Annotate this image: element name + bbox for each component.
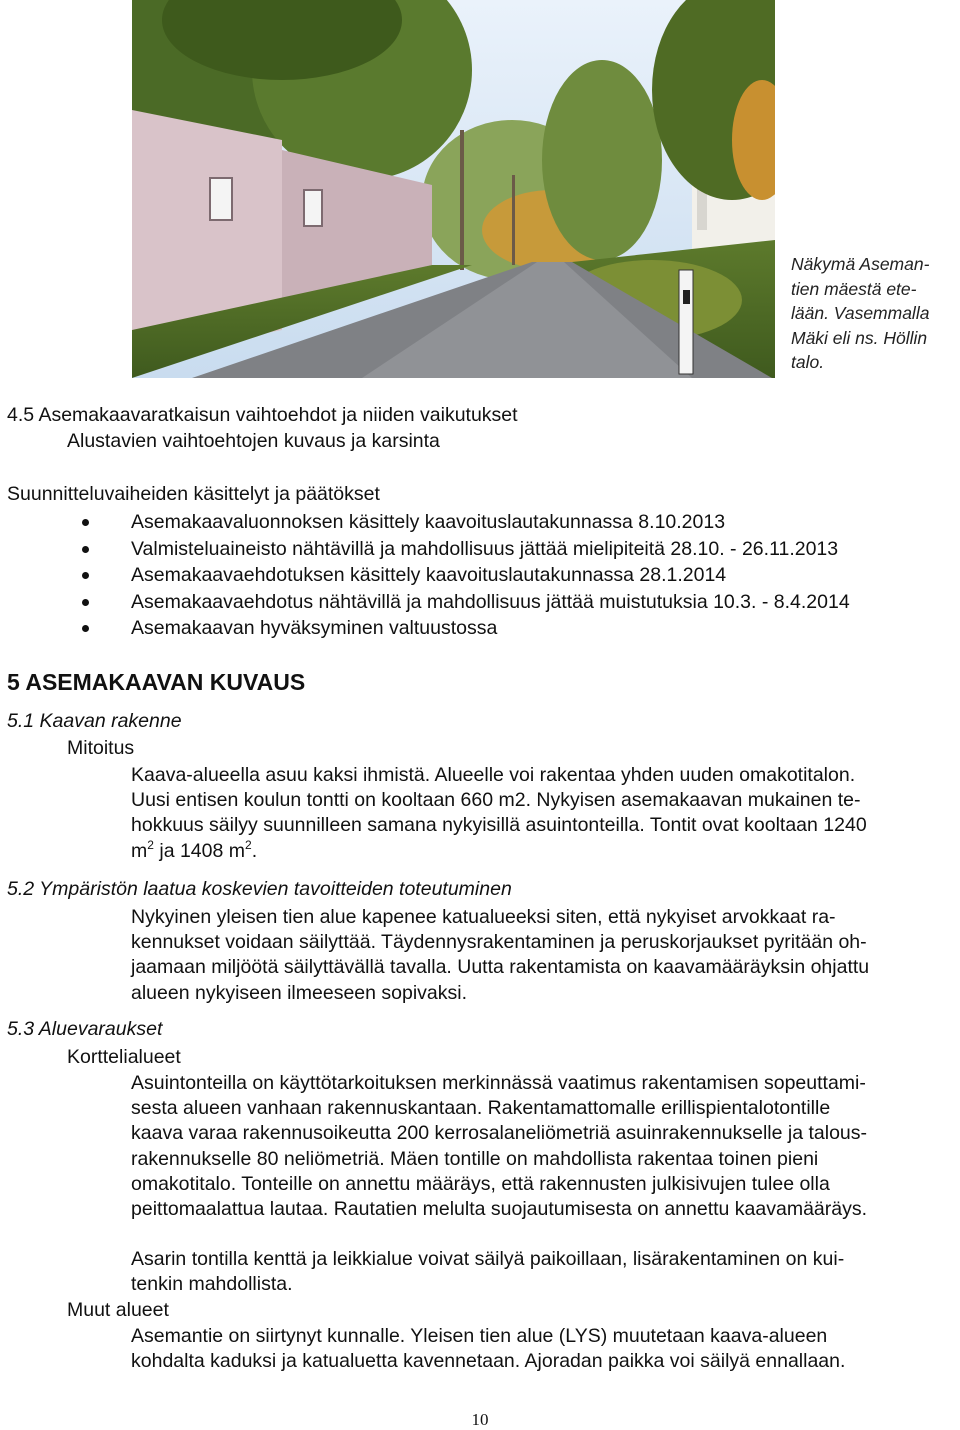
text-line: hokkuus säilyy suunnilleen samana nykyisillä asuintonteilla. Tontit ovat kooltaan 1240 — [131, 814, 867, 837]
section-4-5-subheading: Alustavien vaihtoehtojen kuvaus ja karsinta — [67, 430, 440, 452]
text-line: peittomaalattua lautaa. Rautatien melulta suojautumisesta on annettu kaavamääräys. — [131, 1198, 868, 1221]
section-5-1-heading: 5.1 Kaavan rakenne — [7, 710, 182, 732]
text-line: kohdalta kaduksi ja katualuetta kavennetaan. Ajoradan paikka voi säilyä ennallaan. — [131, 1350, 846, 1373]
text-line: rakennukselle 80 neliömetriä. Mäen tontille on mahdollista rakentaa toinen pieni — [131, 1147, 819, 1170]
bullet-icon — [82, 546, 89, 553]
text-line: kaava varaa rakennusoikeutta 200 kerrosalaneliömetriä asuinrakennukselle ja talous- — [131, 1122, 868, 1145]
text-line: Uusi entisen koulun tontti on kooltaan 660 m2. Nykyisen asemakaavan mukainen te- — [131, 789, 861, 812]
text-line-area: $m^2$ ja 1408 $m^2$. — [131, 837, 258, 862]
section-5-2-body — [131, 905, 869, 1006]
caption-line: Näkymä Aseman- — [791, 254, 930, 274]
text-line: sesta alueen vanhaan rakennuskantaan. Rakentamattomalle erillispientalotontille — [131, 1097, 831, 1120]
bullet-icon — [82, 572, 89, 579]
section-5-3-para-2 — [131, 1247, 844, 1297]
bullet-icon — [82, 519, 89, 526]
list-item: Valmisteluaineisto nähtävillä ja mahdollisuus jättää mielipiteitä 28.10. - 26.11.2013 — [82, 537, 952, 564]
section-5-2-heading: 5.2 Ympäristön laatua koskevien tavoitteiden toteutuminen — [7, 878, 512, 900]
caption-line: talo. — [791, 352, 825, 372]
phases-list — [82, 510, 952, 643]
phases-heading: Suunnitteluvaiheiden käsittelyt ja päätökset — [7, 483, 380, 505]
page-number: 10 — [471, 1410, 489, 1429]
section-4-5-heading: 4.5 Asemakaavaratkaisun vaihtoehdot ja niiden vaikutukset — [7, 404, 518, 426]
list-item: Asemakaavaluonnoksen käsittely kaavoituslautakunnassa 8.10.2013 — [82, 510, 952, 537]
section-5-1-subheading: Mitoitus — [67, 737, 135, 759]
korttelialueet-subheading: Korttelialueet — [67, 1046, 181, 1068]
muut-alueet-subheading: Muut alueet — [67, 1299, 169, 1321]
section-5-3-para-3 — [131, 1324, 845, 1374]
text-line: Nykyinen yleisen tien alue kapenee katualueeksi siten, että nykyiset arvokkaat ra- — [131, 906, 836, 928]
text-line: Asemantie on siirtynyt kunnalle. Yleisen tien alue (LYS) muutetaan kaava-alueen — [131, 1325, 828, 1347]
text-line: tenkin mahdollista. — [131, 1273, 293, 1296]
road-photo — [132, 0, 775, 378]
section-5-heading: 5 ASEMAKAAVAN KUVAUS — [7, 669, 306, 695]
text-line: omakotitalo. Tonteille on annettu määräys, että rakennusten julkisivujen tulee olla — [131, 1172, 830, 1195]
list-item: Asemakaavaehdotuksen käsittely kaavoituslautakunnassa 28.1.2014 — [82, 563, 952, 590]
caption-line: tien mäestä ete- — [791, 278, 917, 299]
section-5-1-body — [131, 763, 867, 864]
text-line: alueen nykyiseen ilmeeseen sopivaksi. — [131, 981, 468, 1004]
text-line: Asuintonteilla on käyttötarkoituksen merkinnässä vaatimus rakentamisen sopeuttami- — [131, 1072, 866, 1094]
section-5-3-para-1 — [131, 1071, 867, 1222]
section-5-3-heading: 5.3 Aluevaraukset — [7, 1018, 163, 1040]
bullet-icon — [82, 599, 89, 606]
text-line: jaamaan miljöötä säilyttävällä tavalla. Uutta rakentamista on kaavamääräyksin ohjattu — [131, 956, 870, 979]
caption-line: Mäki eli ns. Höllin — [791, 327, 928, 348]
bullet-icon — [82, 625, 89, 632]
photo-caption — [791, 252, 929, 375]
photo-illustration — [132, 0, 775, 378]
text-line: Asarin tontilla kenttä ja leikkialue voivat säilyä paikoillaan, lisärakentaminen on kui- — [131, 1248, 845, 1270]
list-item: Asemakaavan hyväksyminen valtuustossa — [82, 616, 952, 643]
text-line: kennukset voidaan säilyttää. Täydennysrakentaminen ja peruskorjaukset pyritään oh- — [131, 931, 867, 954]
list-item: Asemakaavaehdotus nähtävillä ja mahdollisuus jättää muistutuksia 10.3. - 8.4.2014 — [82, 590, 952, 617]
text-line: Kaava-alueella asuu kaksi ihmistä. Alueelle voi rakentaa yhden uuden omakotitalon. — [131, 764, 856, 786]
caption-line: lään. Vasemmalla — [791, 303, 930, 323]
